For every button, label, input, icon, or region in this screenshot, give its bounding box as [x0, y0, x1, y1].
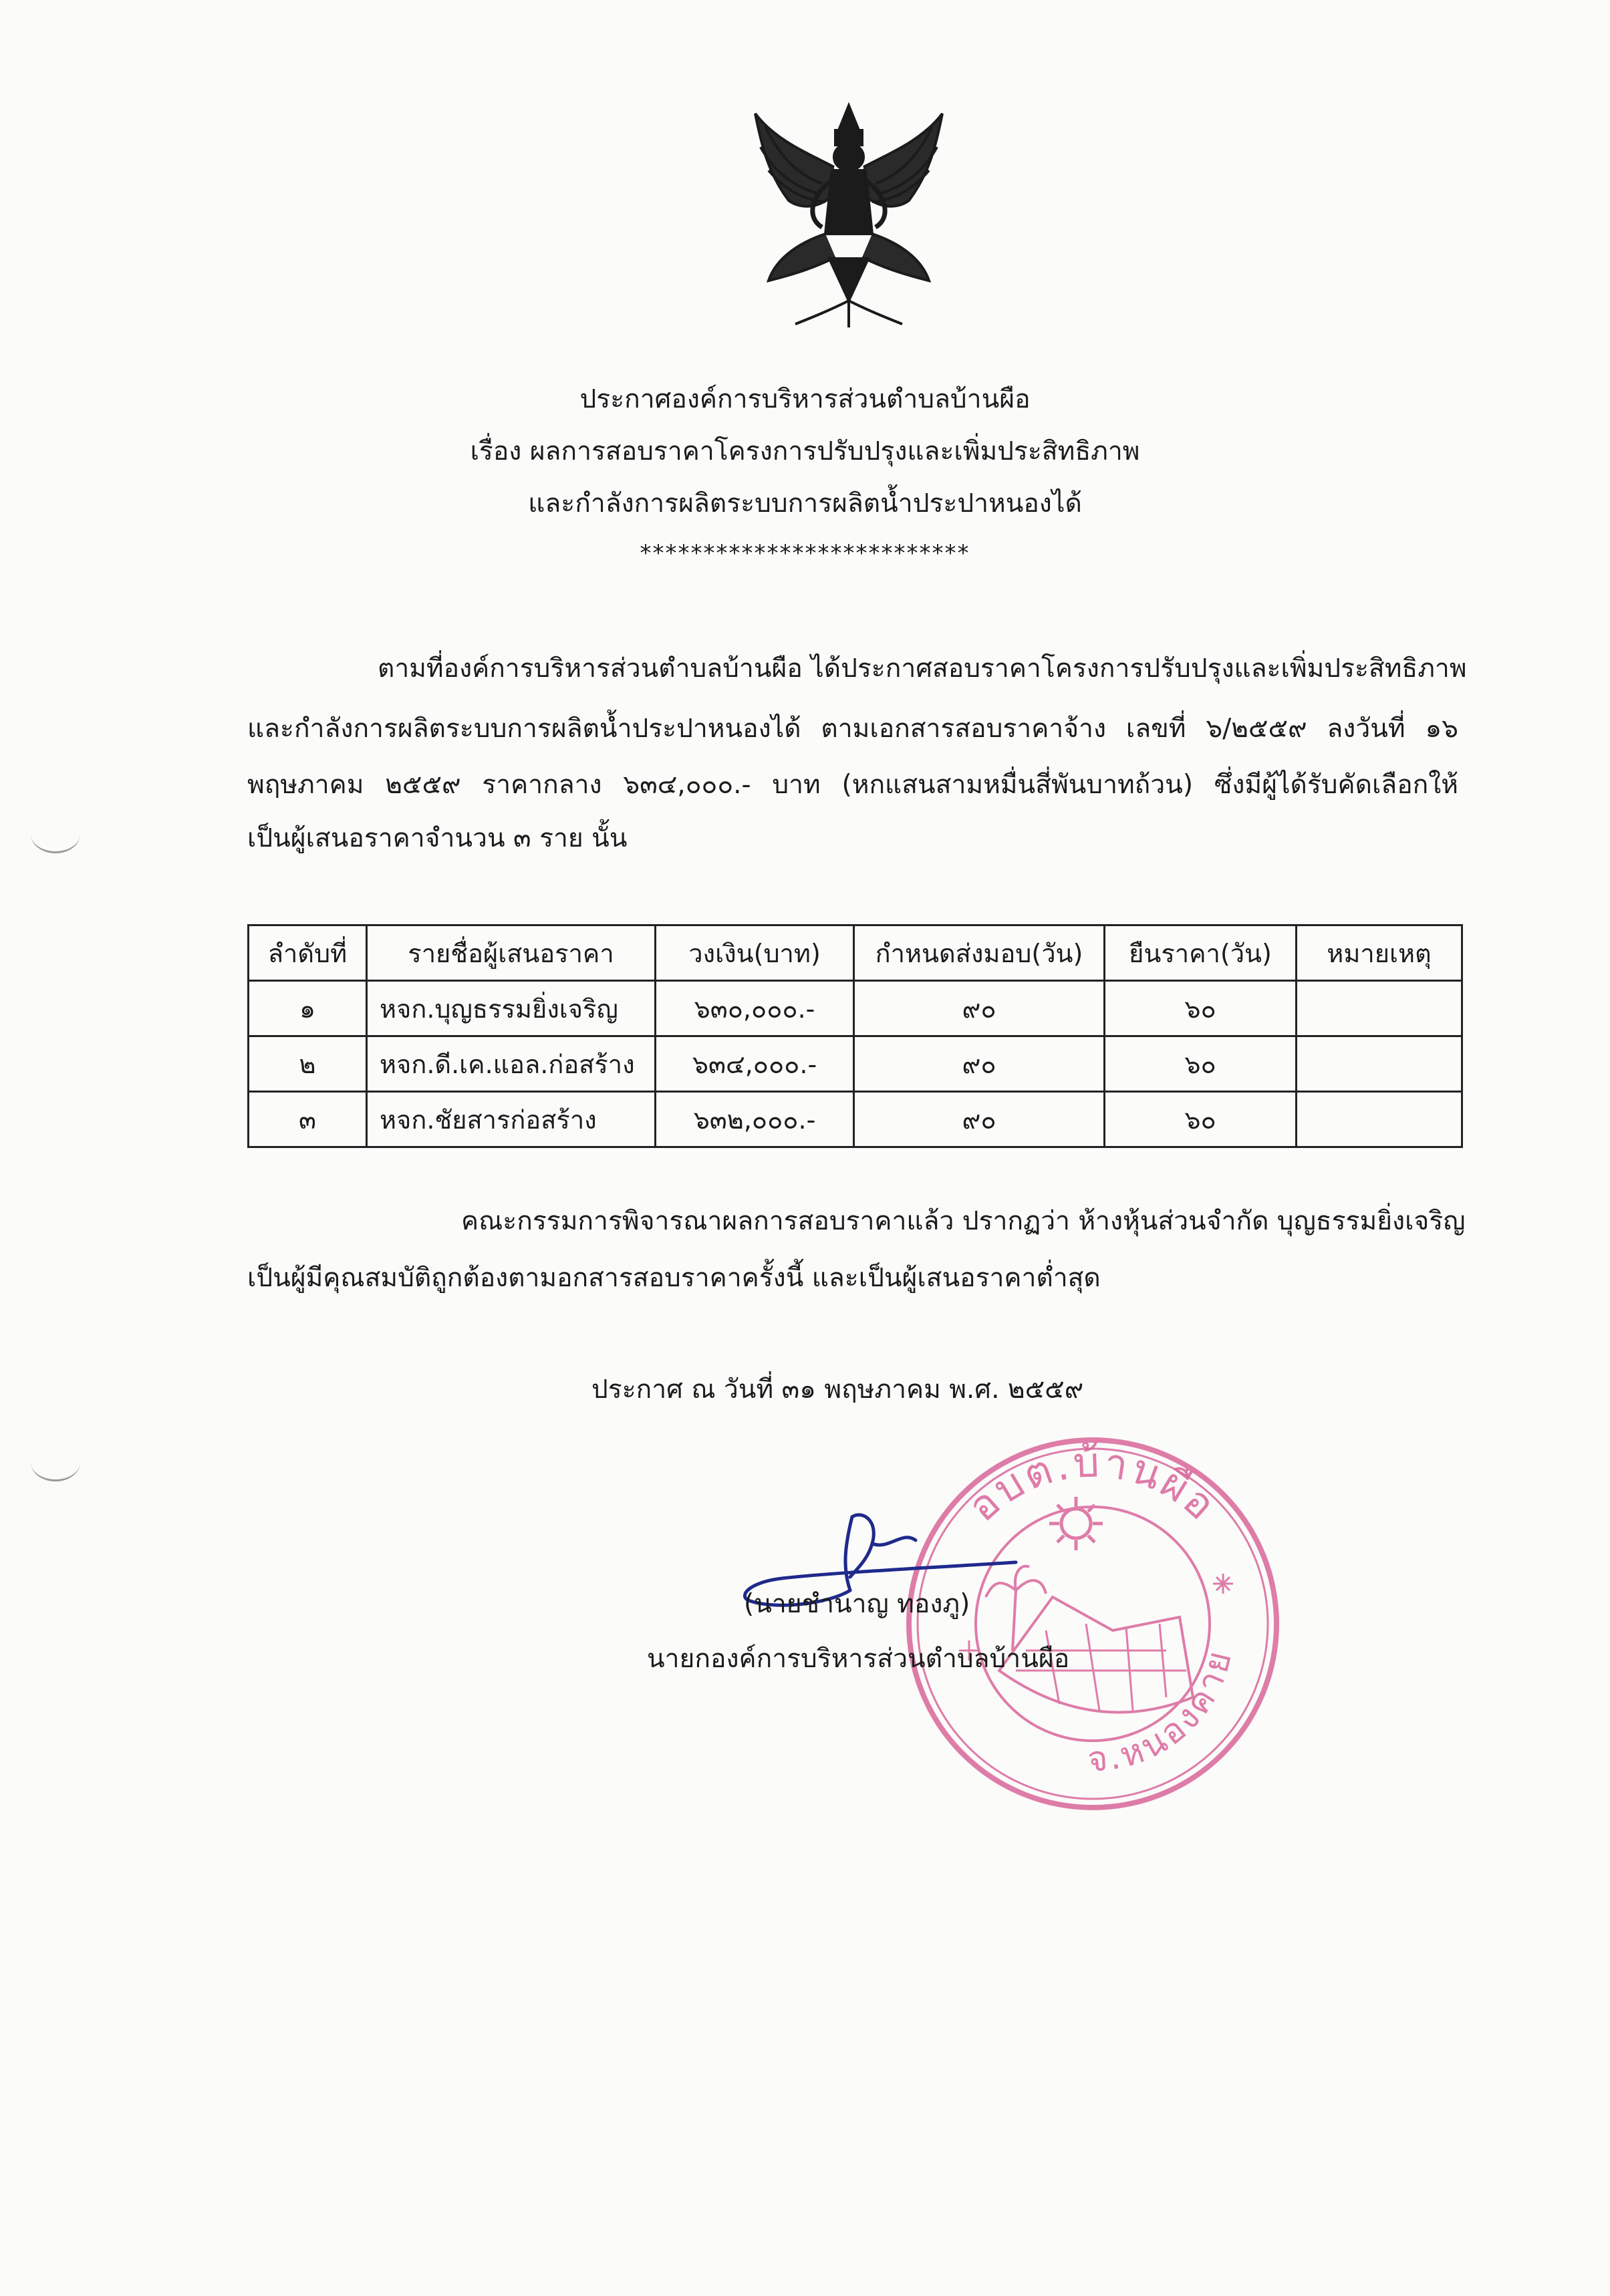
punch-hole — [31, 815, 80, 853]
subject-line: เรื่อง ผลการสอบราคาโครงการปรับปรุงและเพิ่มประสิทธิภาพ — [470, 436, 1140, 466]
paragraph-1-line-2: และกำลังการผลิตระบบการผลิตน้ำประปาหนองได้ ตามเอกสารสอบราคาจ้าง เลขที่ ๖/๒๕๕๙ ลงวันที่ ๑๖ — [247, 714, 1458, 744]
bid-amount: ๖๓๒,๐๐๐.- — [656, 1092, 854, 1147]
announcement-title: ประกาศองค์การบริหารส่วนตำบลบ้านผือ — [579, 384, 1031, 414]
delivery-days: ๙๐ — [854, 1036, 1105, 1092]
paragraph-2-line-1: คณะกรรมการพิจารณาผลการสอบราคาแล้ว ปรากฏว่า ห้างหุ้นส่วนจำกัด บุญธรรมยิ่งเจริญ — [461, 1206, 1466, 1236]
table-row — [249, 981, 1462, 1036]
row-number: ๓ — [249, 1092, 367, 1147]
paragraph-2-line-2: เป็นผู้มีคุณสมบัติถูกต้องตามอกสารสอบราคาครั้งนี้ และเป็นผู้เสนอราคาต่ำสุด — [247, 1263, 1101, 1293]
signatory-name: (นายชำนาญ ทองภู) — [744, 1589, 970, 1619]
column-header: ลำดับที่ — [249, 925, 367, 981]
seal-bottom-text: จ.หนองคาย — [1086, 1644, 1240, 1780]
bid-results-table — [247, 924, 1463, 1148]
remarks — [1297, 1036, 1462, 1092]
bidder-name: หจก.ชัยสารก่อสร้าง — [367, 1092, 656, 1147]
announcement-date: ประกาศ ณ วันที่ ๓๑ พฤษภาคม พ.ศ. ๒๕๕๙ — [591, 1375, 1084, 1405]
divider-stars: ************************** — [640, 540, 970, 567]
delivery-days: ๙๐ — [854, 981, 1105, 1036]
bidder-name: หจก.บุญธรรมยิ่งเจริญ — [367, 981, 656, 1036]
delivery-days: ๙๐ — [854, 1092, 1105, 1147]
column-header: รายชื่อผู้เสนอราคา — [367, 925, 656, 981]
table-header-row — [249, 925, 1462, 981]
remarks — [1297, 981, 1462, 1036]
remarks — [1297, 1092, 1462, 1147]
price-validity-days: ๖๐ — [1105, 1036, 1297, 1092]
column-header: ยืนราคา(วัน) — [1105, 925, 1297, 981]
punch-hole — [31, 1443, 80, 1481]
official-seal-stamp — [899, 1430, 1287, 1818]
bid-amount: ๖๓๔,๐๐๐.- — [656, 1036, 854, 1092]
price-validity-days: ๖๐ — [1105, 1092, 1297, 1147]
paragraph-1-line-4: เป็นผู้เสนอราคาจำนวน ๓ ราย นั้น — [247, 823, 628, 853]
bidder-name: หจก.ดี.เค.แอล.ก่อสร้าง — [367, 1036, 656, 1092]
price-validity-days: ๖๐ — [1105, 981, 1297, 1036]
row-number: ๒ — [249, 1036, 367, 1092]
paragraph-1-line-3: พฤษภาคม ๒๕๕๙ ราคากลาง ๖๓๔,๐๐๐.- บาท (หกแสนสามหมื่นสี่พันบาทถ้วน) ซึ่งมีผู้ได้รับคัดเลือกให้ — [247, 770, 1458, 800]
seal-top-text: อบต.บ้านผือ — [958, 1437, 1227, 1532]
bid-amount: ๖๓๐,๐๐๐.- — [656, 981, 854, 1036]
paragraph-1-line-1: ตามที่องค์การบริหารส่วนตำบลบ้านผือ ได้ประกาศสอบราคาโครงการปรับปรุงและเพิ่มประสิทธิภาพ — [378, 654, 1467, 684]
table-row — [249, 1092, 1462, 1147]
column-header: วงเงิน(บาท) — [656, 925, 854, 981]
table-row — [249, 1036, 1462, 1092]
signatory-position: นายกองค์การบริหารส่วนตำบลบ้านผือ — [647, 1644, 1070, 1674]
garuda-emblem — [749, 100, 949, 331]
column-header: หมายเหตุ — [1297, 925, 1462, 981]
column-header: กำหนดส่งมอบ(วัน) — [854, 925, 1105, 981]
row-number: ๑ — [249, 981, 367, 1036]
subject-line-2: และกำลังการผลิตระบบการผลิตน้ำประปาหนองได้ — [528, 488, 1082, 519]
